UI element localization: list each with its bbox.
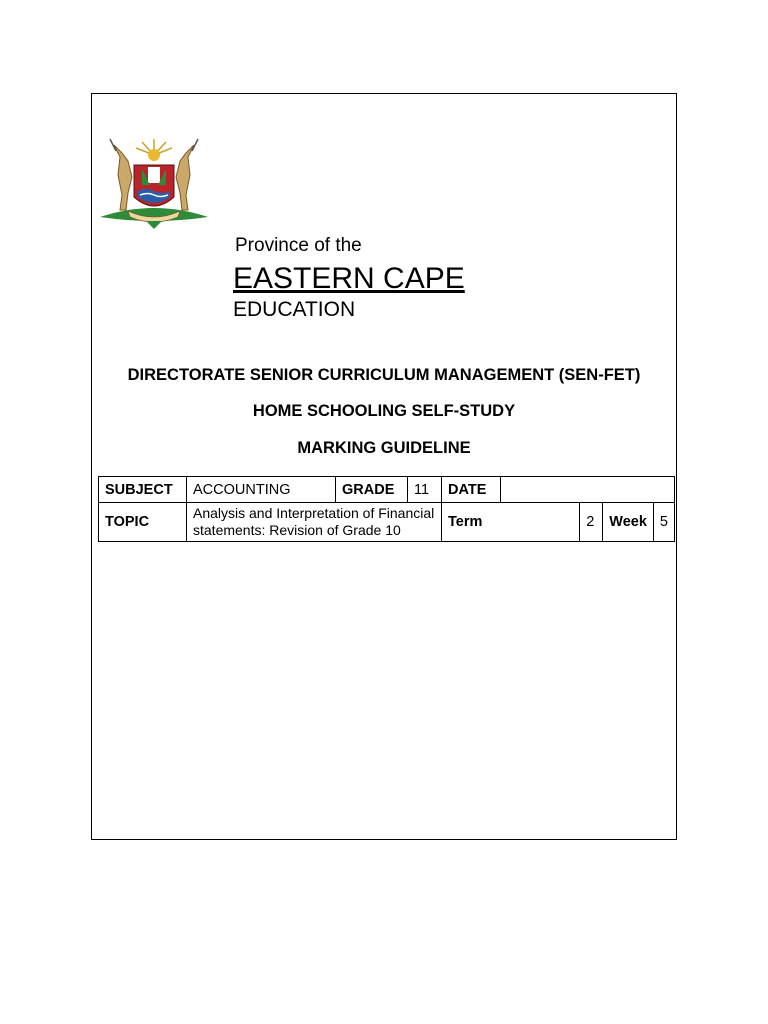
date-label: DATE bbox=[442, 477, 501, 503]
coat-of-arms-icon bbox=[98, 135, 210, 230]
province-line: Province of the bbox=[235, 235, 362, 256]
term-label: Term bbox=[448, 514, 483, 530]
week-value: 5 bbox=[653, 503, 674, 542]
topic-label: TOPIC bbox=[99, 503, 187, 542]
program-heading: HOME SCHOOLING SELF-STUDY bbox=[252, 402, 516, 420]
region-title: EASTERN CAPE bbox=[233, 262, 465, 295]
info-table bbox=[98, 476, 675, 542]
document-type-heading: MARKING GUIDELINE bbox=[297, 439, 471, 457]
date-value bbox=[501, 477, 675, 503]
grade-label: GRADE bbox=[336, 477, 408, 503]
table-row bbox=[99, 503, 675, 542]
grade-value: 11 bbox=[408, 477, 442, 503]
directorate-heading: DIRECTORATE SENIOR CURRICULUM MANAGEMENT (SEN-FET) bbox=[127, 366, 641, 384]
subject-value: ACCOUNTING bbox=[187, 477, 336, 503]
subject-label: SUBJECT bbox=[99, 477, 187, 503]
table-row bbox=[99, 477, 675, 503]
topic-value: Analysis and Interpretation of Financial statements: Revision of Grade 10 bbox=[187, 503, 442, 542]
term-value: 2 bbox=[580, 503, 603, 542]
week-label: Week bbox=[603, 503, 654, 542]
department-title: EDUCATION bbox=[233, 298, 356, 321]
